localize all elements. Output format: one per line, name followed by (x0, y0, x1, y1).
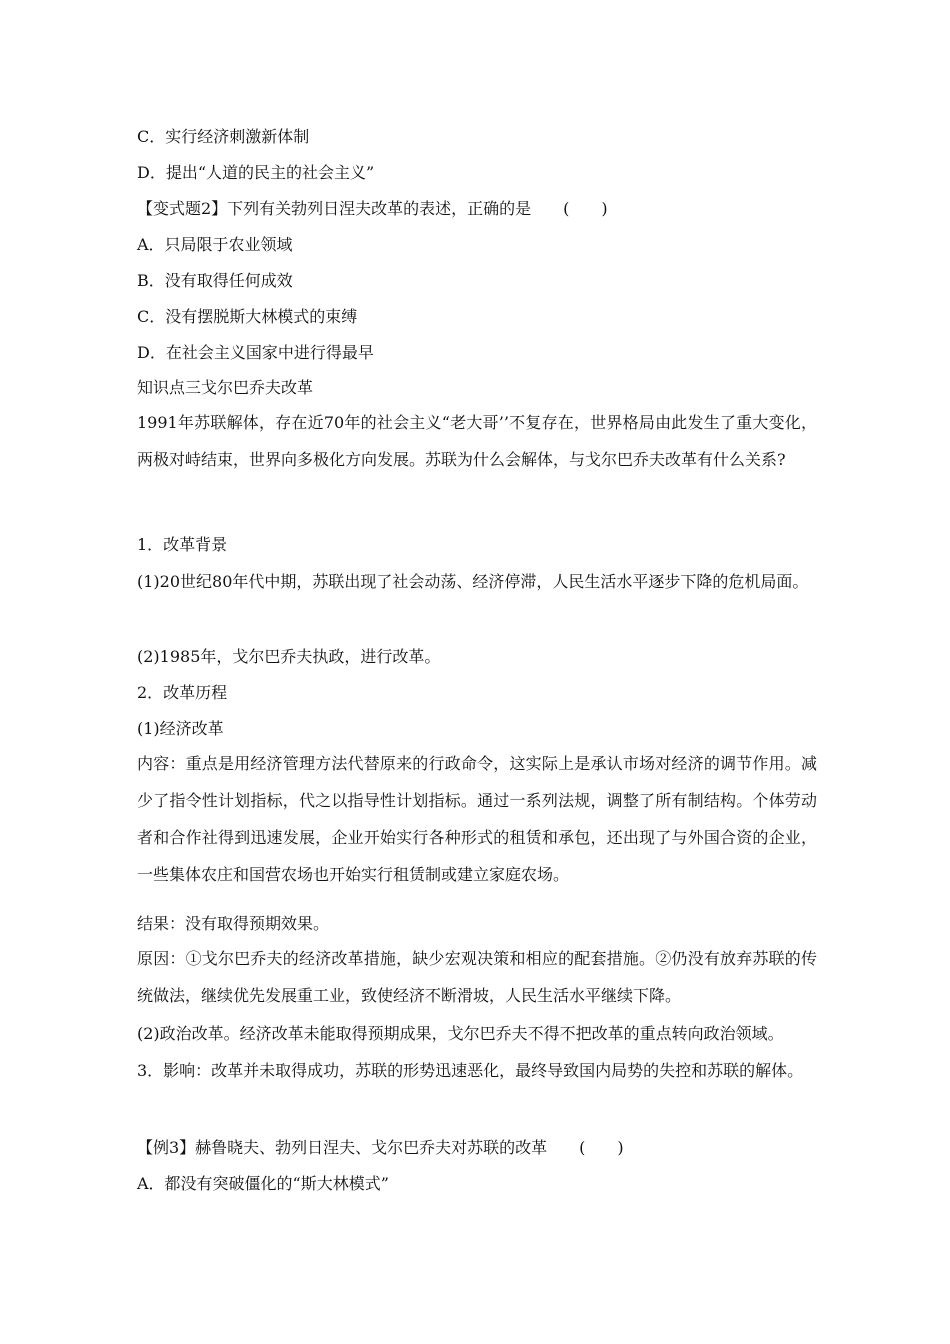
economic-reform-reasons: 原因：①戈尔巴乔夫的经济改革措施，缺少宏观决策和相应的配套措施。②仍没有放弃苏联的传统做法，继续优先发展重工业，致使经济不断滑坡，人民生活水平继续下降。 (137, 949, 817, 1005)
variant-option-b: B．没有取得任何成效 (137, 271, 293, 290)
variant-option-a: A．只局限于农业领域 (137, 235, 293, 254)
intro-paragraph: 1991年苏联解体，存在近70年的社会主义“老大哥’’不复存在，世界格局由此发生了重大变化，两极对峙结束，世界向多极化方向发展。苏联为什么会解体，与戈尔巴乔夫改革有什么关系? (137, 413, 817, 469)
economic-reform-result: 结果：没有取得预期效果。 (137, 914, 330, 933)
economic-reform-heading: (1)经济改革 (137, 719, 224, 738)
section-reform-process: 2．改革历程 (137, 683, 228, 702)
political-reform: (2)政治改革。经济改革未能取得预期成果，戈尔巴乔夫不得不把改革的重点转向政治领域。 (137, 1024, 784, 1043)
background-point-2: (2)1985年，戈尔巴乔夫执政，进行改革。 (137, 647, 441, 666)
reform-impact: 3．影响：改革并未取得成功，苏联的形势迅速恶化，最终导致国内局势的失控和苏联的解体。 (137, 1061, 804, 1080)
variant-question-2: 【变式题2】下列有关勃列日涅夫改革的表述，正确的是 ( ) (137, 199, 608, 218)
economic-reform-content: 内容：重点是用经济管理方法代替原来的行政命令，这实际上是承认市场对经济的调节作用。减少了指令性计划指标，代之以指导性计划指标。通过一系列法规，调整了所有制结构。个体劳动者和合作社得到迅速发展，企业开始实行各种形式的租赁和承包，还出现了与外国合资的企业，一些集体农庄和国营农场也开始实行租赁制或建立家庭农场。 (137, 754, 817, 884)
example-question-3: 【例3】赫鲁晓夫、勃列日涅夫、戈尔巴乔夫对苏联的改革 ( ) (137, 1138, 624, 1157)
section-reform-background: 1．改革背景 (137, 535, 228, 554)
knowledge-point-heading: 知识点三戈尔巴乔夫改革 (137, 378, 314, 397)
variant-option-c: C．没有摆脱斯大林模式的束缚 (137, 307, 358, 326)
example-option-a: A．都没有突破僵化的“斯大林模式” (137, 1174, 389, 1193)
variant-option-d: D．在社会主义国家中进行得最早 (137, 343, 374, 362)
background-point-1: (1)20世纪80年代中期，苏联出现了社会动荡、经济停滞，人民生活水平逐步下降的危机局面。 (137, 572, 809, 591)
option-d-text: D．提出“人道的民主的社会主义” (137, 163, 375, 182)
option-c-text: C．实行经济刺激新体制 (137, 127, 310, 146)
